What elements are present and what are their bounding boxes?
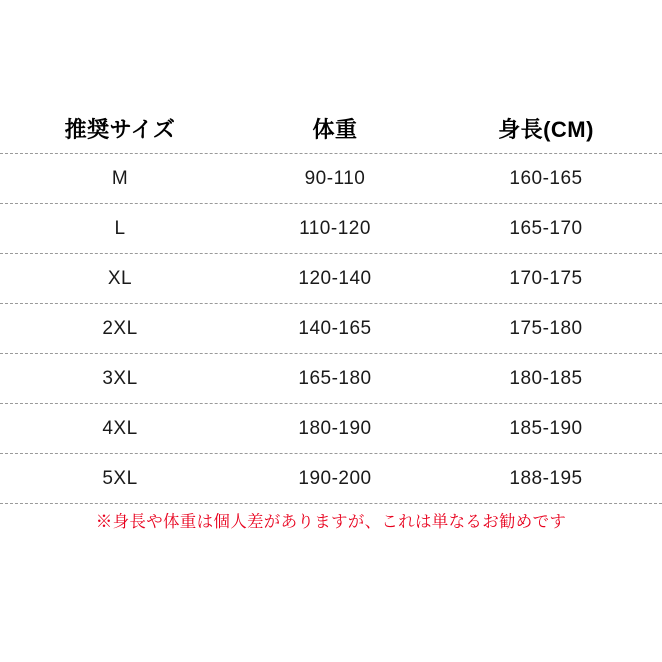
column-header-height: 身長(CM) [498,117,594,142]
cell-height: 185-190 [509,417,583,439]
table-row [0,354,662,404]
cell-weight: 90-110 [304,167,366,189]
column-header-size: 推奨サイズ [64,117,176,142]
cell-height: 160-165 [509,167,583,189]
cell-height: 180-185 [509,367,583,389]
cell-weight: 140-165 [298,317,372,339]
table-row [0,404,662,454]
table-row [0,254,662,304]
cell-weight: 165-180 [298,367,372,389]
cell-size: M [111,167,129,189]
cell-weight: 110-120 [299,217,371,239]
table-row [0,304,662,354]
cell-size: 4XL [102,417,138,439]
size-table [0,104,662,504]
table-row [0,154,662,204]
cell-height: 188-195 [509,467,583,489]
cell-height: 170-175 [509,267,583,289]
column-header-weight: 体重 [312,117,358,142]
cell-height: 165-170 [509,217,583,239]
cell-weight: 190-200 [298,467,372,489]
cell-size: 2XL [102,317,138,339]
table-header-row [0,104,662,154]
cell-height: 175-180 [509,317,583,339]
cell-size: L [114,217,126,239]
table-row [0,454,662,504]
cell-size: XL [107,267,133,289]
cell-size: 5XL [102,467,138,489]
table-row [0,204,662,254]
cell-weight: 120-140 [298,267,372,289]
size-disclaimer-note: ※身長や体重は個人差がありますが、これは単なるお勧めです [95,513,567,531]
cell-weight: 180-190 [298,417,372,439]
cell-size: 3XL [102,367,138,389]
